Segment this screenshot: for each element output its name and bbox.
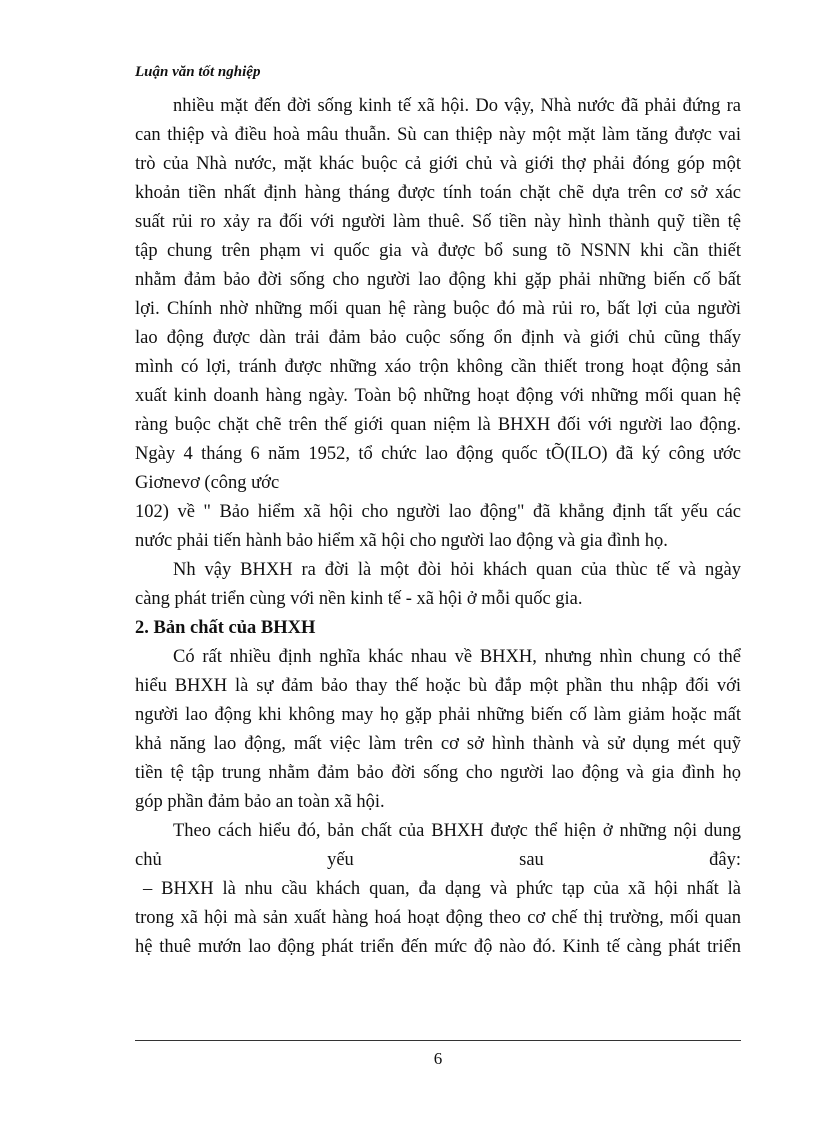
text-line: 102) về " Bảo hiểm xã hội cho người lao động" đã khẳng định tất yếu các [135,502,741,522]
text-line: suất rủi ro xảy ra đối với người làm thuê. Số tiền này hình thành quỹ tiền tệ [135,212,741,232]
footer-rule [135,1040,741,1041]
text-line: – BHXH là nhu cầu khách quan, đa dạng và phức tạp của xã hội nhất là [143,879,741,899]
text-line: càng phát triển cùng với nền kinh tế - xã hội ở mỗi quốc gia. [135,589,583,609]
text-line: người lao động khi không may họ gặp phải những biến cố làm giảm hoặc mất [135,705,741,725]
text-line: nhằm đảm bảo đời sống cho người lao động khi gặp phải những biến cố bất [135,270,741,290]
text-line: can thiệp và điều hoà mâu thuẫn. Sù can thiệp này một mặt làm tăng được vai [135,125,741,145]
text-line: xuất kinh doanh hàng ngày. Toàn bộ những hoạt động với những mối quan hệ [135,386,741,406]
text-line: khoản tiền nhất định hàng tháng được tính toán chặt chẽ dựa trên cơ sở xác [135,183,741,203]
text-line: góp phần đảm bảo an toàn xã hội. [135,792,385,812]
text-line: trong xã hội mà sản xuất hàng hoá hoạt động theo cơ chế thị trường, mối quan [135,908,741,928]
text-line: lao động được dàn trải đảm bảo cuộc sống ổn định và giới chủ cũng thấy [135,328,741,348]
text-line: ràng buộc chặt chẽ trên thế giới quan niệm là BHXH đối với người lao động. [135,415,741,435]
text-line: nước phải tiến hành bảo hiểm xã hội cho người lao động và gia đình họ. [135,531,668,551]
text-line: hiểu BHXH là sự đảm bảo thay thế hoặc bù đắp một phần thu nhập đối với [135,676,741,696]
text-line: Ngày 4 tháng 6 năm 1952, tổ chức lao động quốc tÕ(ILO) đã ký công ước [135,444,741,464]
text-line: Giơnevơ (công ước [135,473,280,493]
text-line: chủ yếu sau đây: [135,850,741,870]
document-header: Luận văn tốt nghiệp [135,64,261,80]
page-number: 6 [433,1049,443,1068]
text-line: Theo cách hiểu đó, bản chất của BHXH được thể hiện ở những nội dung [173,821,741,841]
text-line: Có rất nhiều định nghĩa khác nhau về BHXH, nhưng nhìn chung có thể [173,647,741,667]
text-line: lợi. Chính nhờ những mối quan hệ ràng buộc đó mà rủi ro, bất lợi của người [135,299,741,319]
text-line: mình có lợi, tránh được những xáo trộn không cần thiết trong hoạt động sản [135,357,741,377]
text-line: hệ thuê mướn lao động phát triển đến mức độ nào đó. Kinh tế càng phát triển [135,937,741,957]
text-line: khả năng lao động, mất việc làm trên cơ sở hình thành và sử dụng mét quỹ [135,734,741,754]
document-body [135,92,741,962]
text-line: nhiều mặt đến đời sống kinh tế xã hội. Do vậy, Nhà nước đã phải đứng ra [173,96,741,116]
section-heading: 2. Bản chất của BHXH [135,618,316,638]
text-line: tập chung trên phạm vi quốc gia và được bổ sung tõ NSNN khi cần thiết [135,241,741,261]
text-line: trò của Nhà nước, mặt khác buộc cả giới chủ và giới thợ phải đóng góp một [135,154,741,174]
text-line: tiền tệ tập trung nhằm đảm bảo đời sống cho người lao động và gia đình họ [135,763,741,783]
text-line: Nh vậy BHXH ra đời là một đòi hỏi khách quan của thùc tế và ngày [173,560,741,580]
